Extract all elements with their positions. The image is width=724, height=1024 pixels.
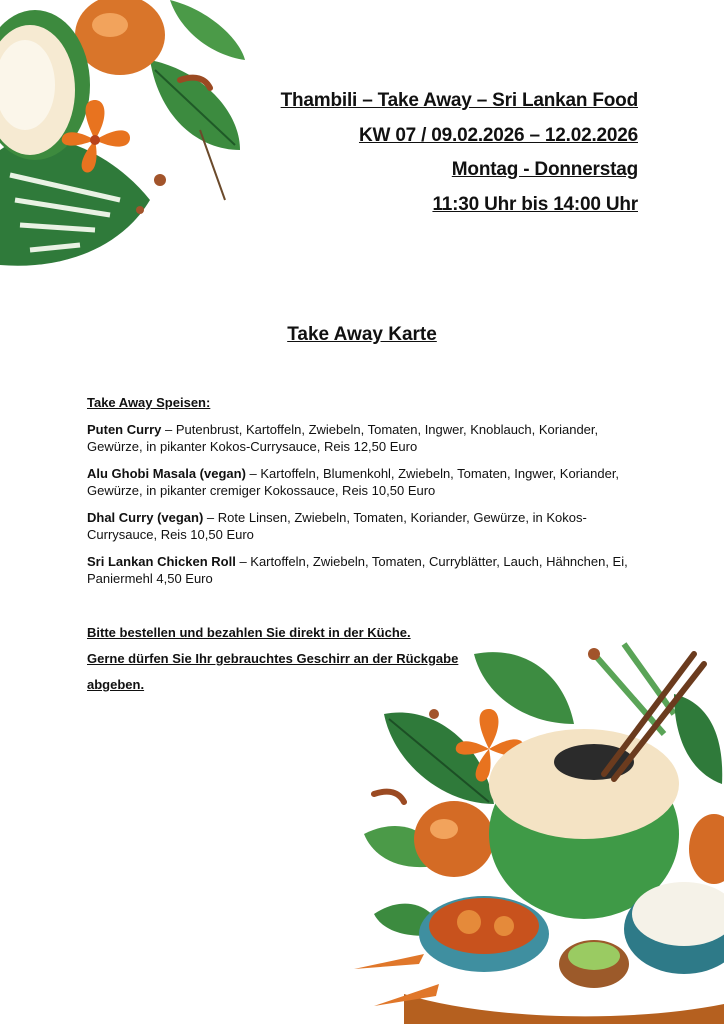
- coconut-curry-rice-illustration: [344, 634, 724, 1024]
- menu-title: Take Away Karte: [287, 324, 437, 345]
- menu-item-dhal-curry: [87, 509, 647, 544]
- menu-item-desc: – Kartoffeln, Zwiebeln, Tomaten, Curryblätter, Lauch, Hähnchen, Ei, Paniermehl 4,50 Euro: [87, 553, 628, 586]
- menu-item-alu-ghobi: [87, 465, 647, 500]
- note-dishes: Gerne dürfen Sie Ihr gebrauchtes Geschirr an der Rückgabe: [87, 651, 459, 666]
- menu-item-name: Dhal Curry (vegan): [87, 509, 204, 525]
- menu-item-puten-curry: [87, 421, 647, 456]
- header-title: Thambili – Take Away – Sri Lankan Food: [280, 90, 638, 111]
- menu-content: [87, 394, 647, 597]
- menu-item-desc: – Kartoffeln, Blumenkohl, Zwiebeln, Tomaten, Ingwer, Koriander, Gewürze, in pikanter cremiger Kokossauce, Reis 10,50 Euro: [87, 465, 620, 498]
- menu-item-desc: – Rote Linsen, Zwiebeln, Tomaten, Koriander, Gewürze, in Kokos-Currysauce, Reis 10,50 Euro: [87, 509, 587, 542]
- header: [281, 84, 638, 222]
- note-order: Bitte bestellen und bezahlen Sie direkt in der Küche.: [87, 625, 411, 640]
- header-week: KW 07 / 09.02.2026 – 12.02.2026: [358, 124, 638, 146]
- menu-item-chicken-roll: [87, 553, 647, 588]
- menu-item-name: Alu Ghobi Masala (vegan): [87, 465, 246, 481]
- section-label: Take Away Speisen:: [87, 395, 211, 410]
- header-hours: 11:30 Uhr bis 14:00 Uhr: [432, 193, 638, 215]
- header-days: Montag - Donnerstag: [451, 159, 638, 180]
- menu-item-name: Sri Lankan Chicken Roll: [87, 553, 236, 569]
- menu-item-desc: – Putenbrust, Kartoffeln, Zwiebeln, Tomaten, Ingwer, Knoblauch, Koriander, Gewürze, in pikanter Kokos-Currysauce, Reis 12,50 Euro: [87, 421, 599, 454]
- coconut-leaves-illustration: [0, 0, 270, 270]
- note-return: abgeben.: [87, 677, 145, 692]
- menu-item-name: Puten Curry: [87, 421, 162, 437]
